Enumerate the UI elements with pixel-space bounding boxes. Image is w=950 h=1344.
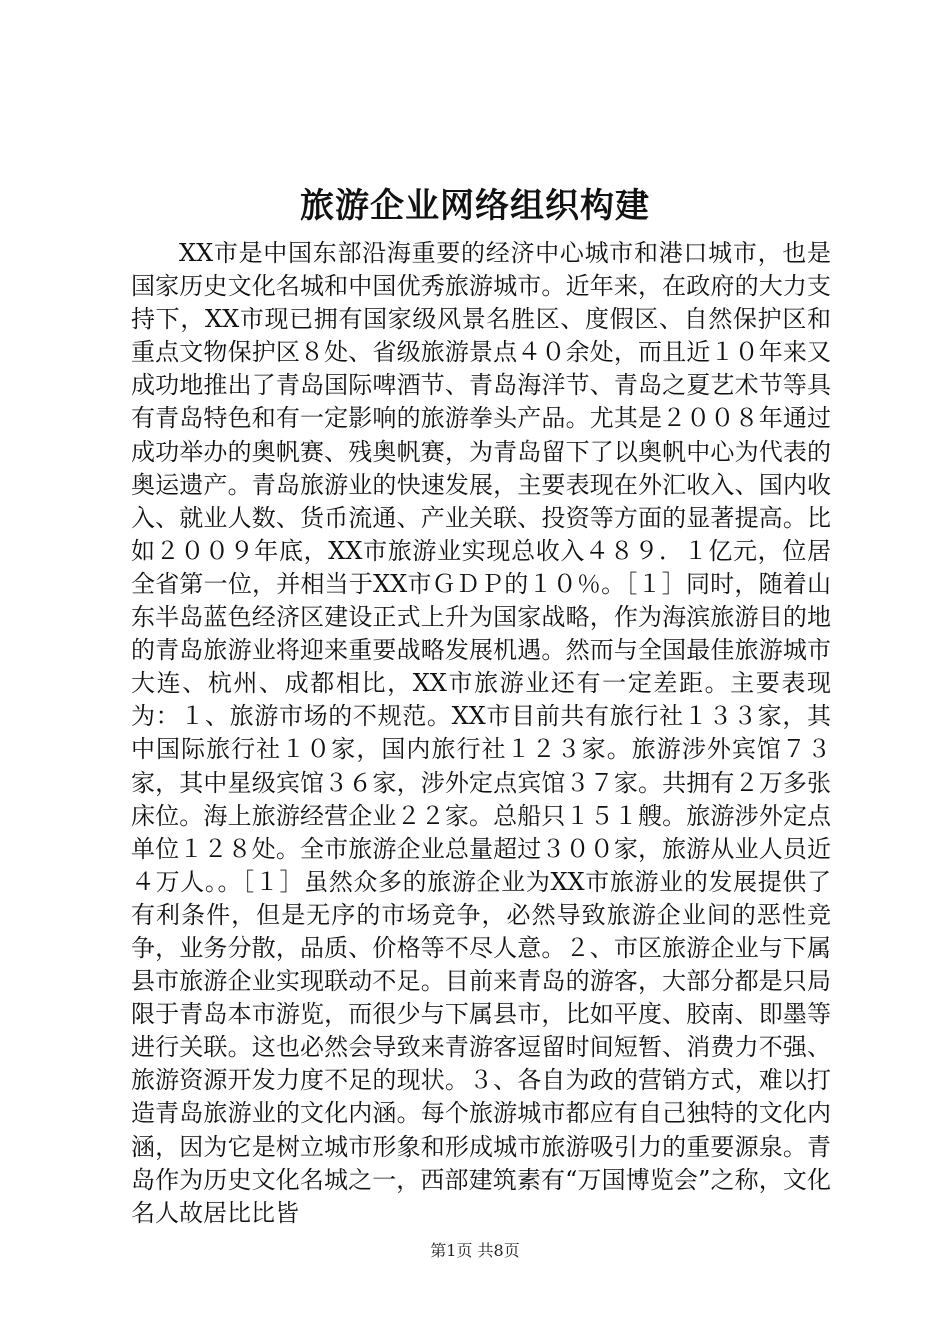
body-paragraph: XX市是中国东部沿海重要的经济中心城市和港口城市，也是国家历史文化名城和中国优秀旅游城市。近年来，在政府的大力支持下，XX市现已拥有国家级风景名胜区、度假区、自然保护区和重点文物保护区８处、省级旅游景点４０余处，而且近１０年来又成功地推出了青岛国际啤酒节、青岛海洋节、青岛之夏艺术节等具有青岛特色和有一定影响的旅游拳头产品。尤其是２００８年通过成功举办的奥帆赛、残奥帆赛，为青岛留下了以奥帆中心为代表的奥运遗产。青岛旅游业的快速发展，主要表现在外汇收入、国内收入、就业人数、货币流通、产业关联、投资等方面的显著提高。比如２００９年底，XX市旅游业实现总收入４８９．１亿元，位居全省第一位，并相当于XX市ＧＤＰ的１０％。［１］同时，随着山东半岛蓝色经济区建设正式上升为国家战略，作为海滨旅游目的地的青岛旅游业将迎来重要战略发展机遇。然而与全国最佳旅游城市大连、杭州、成都相比，XX市旅游业还有一定差距。主要表现为：１、旅游市场的不规范。XX市目前共有旅行社１３３家，其中国际旅行社１０家，国内旅行社１２３家。旅游涉外宾馆７３家，其中星级宾馆３６家，涉外定点宾馆３７家。共拥有２万多张床位。海上旅游经营企业２２家。总船只１５１艘。旅游涉外定点单位１２８处。全市旅游企业总量超过３００家，旅游从业人员近４万人。。［１］虽然众多的旅游企业为XX市旅游业的发展提供了有利条件，但是无序的市场竞争，必然导致旅游企业间的恶性竞争，业务分散，品质、价格等不尽人意。２、市区旅游企业与下属县市旅游企业实现联动不足。目前来青岛的游客，大部分都是只局限于青岛本市游览，而很少与下属县市，比如平度、胶南、即墨等进行关联。这也必然会导致来青游客逗留时间短暂、消费力不强、旅游资源开发力度不足的现状。３、各自为政的营销方式，难以打造青岛旅游业的文化内涵。每个旅游城市都应有自己独特的文化内涵，因为它是树立城市形象和形成城市旅游吸引力的重要源泉。青岛作为历史文化名城之一，西部建筑素有“万国博览会”之称，文化名人故居比比皆 [131,239,831,1227]
page-number-footer: 第1页 共8页 [430,1241,520,1260]
document-title: 旅游企业网络组织构建 [300,186,650,226]
